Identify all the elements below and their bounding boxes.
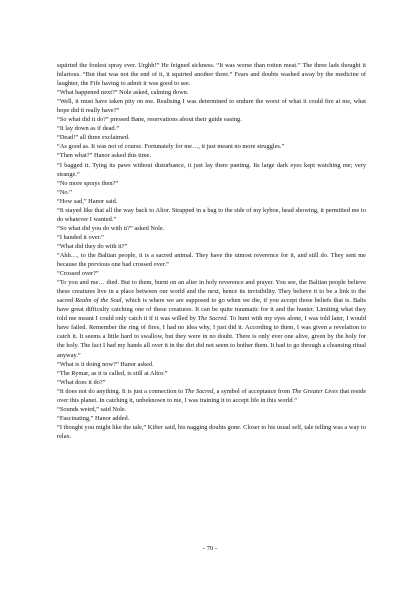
italic-title: The Greater Lives (291, 387, 339, 395)
paragraph: “No more sprays then?” (57, 179, 119, 187)
paragraph: “Sounds weird,” said Nole. (57, 405, 127, 413)
paragraph: “I bagged it. Tying its paws without disturbance, it just lay there panting. Its large dark eyes kept watching me; very strange.” (57, 161, 366, 178)
paragraph: “What does it do?” (57, 378, 106, 386)
paragraph: “So what did you do with it?” asked Nole. (57, 224, 165, 232)
paragraph: “It lay down as if dead.” (57, 125, 120, 133)
paragraph: “As good as. It was not of course. Fortunately for me…, it just meant no more struggles.” (57, 143, 285, 151)
paragraph: “It stayed like that all the way back to Altor. Strapped in a bag to the side of my kyboe, head showing, it permitted me to do whatever I wanted.” (57, 206, 366, 223)
paragraph: “Crossed over?” (57, 270, 99, 278)
paragraph: “I thought you might like the tale,” Kifter said, his nagging doubts gone. Closer to his usual self, tale telling was a way to relax. (57, 423, 366, 440)
paragraph: “What did they do with it?” (57, 242, 128, 250)
paragraph: “It does not do anything. It is just a connection to The Sacred, a symbol of acceptance from The Greater Lives that reside over this planet. In catching it, unbeknown to me, I was training it to accept life in this world.” (57, 387, 367, 404)
paragraph: “So what did it do?” pressed Bane, reservations about their guide easing. (57, 116, 242, 124)
paragraph: “Fascinating,” Hanor added. (57, 414, 130, 422)
paragraph: “What is it doing now?” Hanor asked. (57, 360, 154, 368)
paragraph: “Well, it must have taken pity on me. Realising I was determined to endure the worst of what it could fire at me, what hope did it really have?” (57, 98, 366, 115)
paragraph: “How sad,” Hanor said. (57, 197, 118, 205)
italic-title: The Sacred (184, 387, 214, 395)
paragraph: “I handed it over.” (57, 233, 104, 241)
paragraph: “No.” (57, 188, 72, 196)
page-number: - 70 - (202, 545, 218, 552)
paragraph: “The Rymar, as it is called, is still at Altor.” (57, 369, 168, 377)
paragraph: squirted the foulest spray ever. Urghh!” He feigned sickness. “It was worse than rotten meat.” The three lads thought it hilarious. “But that was not the end of it, it squirted another three.” Fears and doubts washed away by the medicine of laughter, the Fife having to admit it was good to see. (57, 62, 366, 88)
paragraph: “To you and me… died. But to them, burnt on an alter in holy reverence and prayer. You see, the Baltian people believe these creatures live in a place between our world and the next, hence its invisibility. They believe it to be a link to the sacred Realm of the Soul, which is where we are supposed to go when we die, if you accept those beliefs that is. Balts have great difficulty catching one of these creatures. It can be quite traumatic for it and the hunter. Limiting what they told me meant I could only catch it if it was willed by The Sacred. To hunt with my eyes alone, I was told later, I would have failed. Remember the ring of fires, I had no idea why, I just did it. According to them, I was given a revelation to catch it. It seems a little hard to swallow, but they were in no doubt. There is only ever one alive, given by the holy for the holy. The fact I had my hands all over it in the dirt did not seem to bother them. It had to go through a cleansing ritual anyway.” (57, 279, 366, 359)
body-text (57, 61, 366, 441)
paragraph: “Dead!” all three exclaimed. (57, 134, 130, 142)
paragraph: “Then what?” Hanor asked this time. (57, 152, 152, 160)
italic-title: The Sacred (197, 315, 227, 323)
paragraph: “Ahh…, to the Baltian people, it is a sacred animal. They have the utmost reverence for it, and still do. They sent me because the previous one had crossed over.” (57, 251, 366, 269)
italic-title: Realm of the Soul (75, 297, 122, 305)
paragraph: “What happened next?” Nole asked, calming down. (57, 89, 189, 97)
